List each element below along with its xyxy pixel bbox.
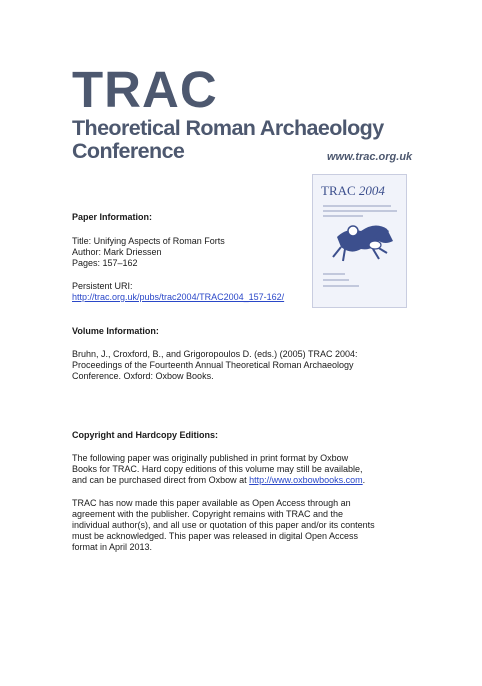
volume-citation-line: Proceedings of the Fourteenth Annual Theoretical Roman Archaeology [72,360,354,370]
copyright-text: . [362,475,366,485]
cover-title-year: 2004 [358,183,385,198]
open-access-paragraph-line: format in April 2013. [72,542,153,552]
trac-logo-line2: Conference [72,139,185,163]
trac-logo-name: TRAC [72,61,218,118]
persistent-uri-label: Persistent URI: [72,281,133,291]
volume-info-heading: Volume Information: [72,326,159,336]
persistent-uri-link[interactable]: http://trac.org.uk/pubs/trac2004/TRAC2004_157-162/ [72,292,285,302]
paper-pages: Pages: 157–162 [72,258,138,268]
cover-illustration-icon [313,175,407,308]
open-access-paragraph-line: individual author(s), and all use or quotation of this paper and/or its contents [72,520,375,530]
copyright-paragraph-line: Books for TRAC. Hard copy editions of this volume may still be available, [72,464,363,474]
open-access-paragraph-line: agreement with the publisher. Copyright remains with TRAC and the [72,509,343,519]
volume-cover-image [312,174,407,308]
oxbow-books-link[interactable]: http://www.oxbowbooks.com [249,475,363,485]
open-access-paragraph-line: TRAC has now made this paper available as Open Access through an [72,498,351,508]
copyright-paragraph-line [72,475,365,487]
copyright-text: and can be purchased direct from Oxbow at [72,475,250,485]
volume-citation-line: Conference. Oxford: Oxbow Books. [72,371,214,381]
trac-website-url: www.trac.org.uk [327,151,413,163]
paper-author: Author: Mark Driessen [72,247,162,257]
paper-info-heading: Paper Information: [72,212,153,222]
open-access-paragraph-line: must be acknowledged. This paper was released in digital Open Access [72,531,358,541]
cover-title-prefix: TRAC [321,183,359,198]
copyright-heading: Copyright and Hardcopy Editions: [72,430,219,440]
copyright-paragraph-line: The following paper was originally published in print format by Oxbow [72,453,349,463]
trac-logo-line1: Theoretical Roman Archaeology [72,116,384,140]
paper-title: Title: Unifying Aspects of Roman Forts [72,236,225,246]
volume-citation-line: Bruhn, J., Croxford, B., and Grigoropoulos D. (eds.) (2005) TRAC 2004: [72,349,358,359]
